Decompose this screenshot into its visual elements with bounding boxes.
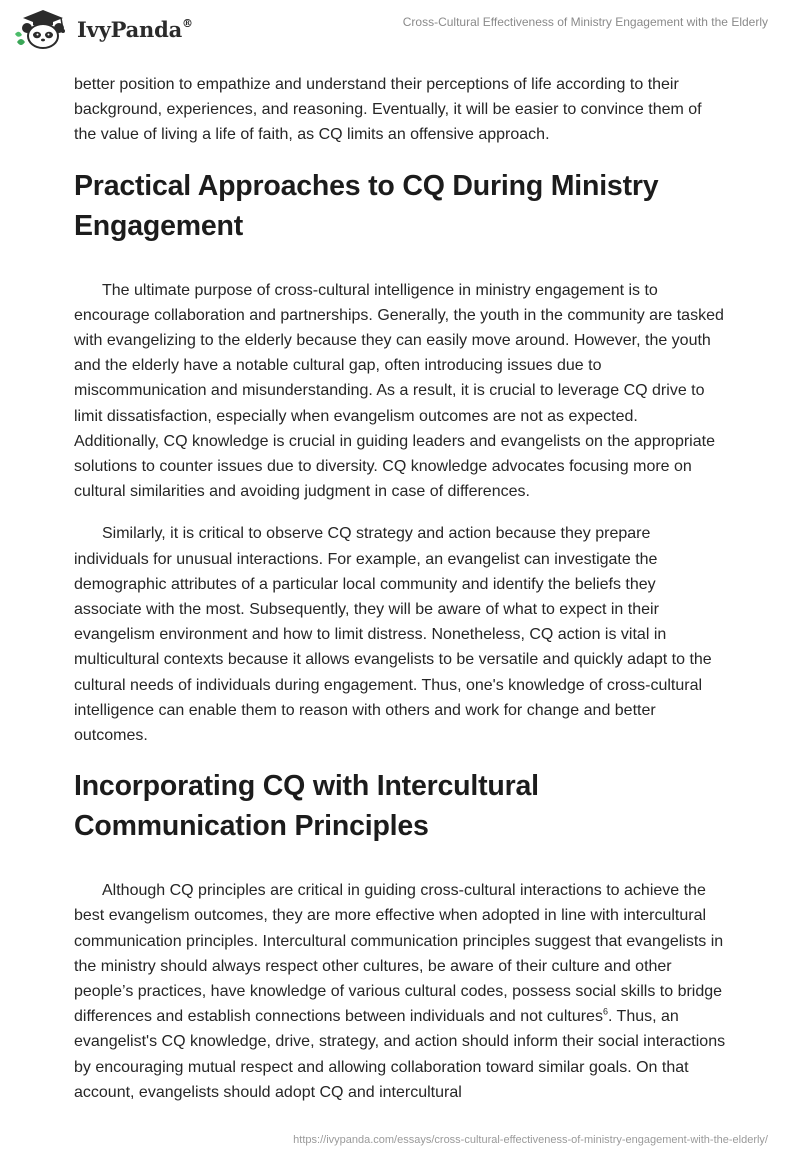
brand-name: IvyPanda® bbox=[77, 16, 193, 42]
essay-body bbox=[74, 72, 726, 1122]
brand-logo[interactable] bbox=[13, 8, 193, 50]
source-url[interactable]: https://ivypanda.com/essays/cross-cultural-effectiveness-of-ministry-engagement-with-the-elderly/ bbox=[293, 1134, 768, 1146]
section-heading-incorporating-cq: Incorporating CQ with Intercultural Communication Principles bbox=[74, 770, 539, 843]
paragraph-text: . Thus, an evangelist's CQ knowledge, drive, strategy, and action should inform their social interactions by encouraging mutual respect and allowing collaboration toward similar goals. On that account, evangelists should adopt CQ and intercultural bbox=[74, 1008, 726, 1101]
paragraph: Similarly, it is critical to observe CQ strategy and action because they prepare individuals for unusual interactions. For example, an evangelist can investigate the demographic attributes of a particular local community and identify the beliefs they associate with the most. Subsequently, they will be aware of what to expect in their evangelism environment and how to limit distress. Nonetheless, CQ action is vital in multicultural contexts because it allows evangelists to be versatile and quickly adapt to the cultural needs of individuals during engagement. Thus, one's knowledge of cross-cultural intelligence can enable them to reason with others and work for change and better outcomes. bbox=[74, 525, 712, 745]
paragraph bbox=[74, 878, 726, 1105]
paragraph: The ultimate purpose of cross-cultural intelligence in ministry engagement is to encourage collaboration and partnerships. Generally, the youth in the community are tasked with evangelizing to the elderly because they can easily move around. However, the youth and the elderly have a notable cultural gap, often introducing issues due to miscommunication and misunderstanding. As a result, it is crucial to leverage CQ drive to limit dissatisfaction, especially when evangelism outcomes are not as expected. Additionally, CQ knowledge is crucial in guiding leaders and evangelists on the appropriate solutions to counter issues due to diversity. CQ knowledge advocates focusing more on cultural similarities and avoiding judgment in case of differences. bbox=[74, 281, 724, 501]
intro-paragraph: better position to empathize and understand their perceptions of life according to their background, experiences, and reasoning. Eventually, it will be easier to convince them of the value of living a life of faith, as CQ limits an offensive approach. bbox=[74, 76, 702, 144]
footnote-reference[interactable]: 6 bbox=[602, 1006, 608, 1017]
paragraph-text: Although CQ principles are critical in guiding cross-cultural interactions to achieve the best evangelism outcomes, they are more effective when adopted in line with intercultural communication principles. Intercultural communication principles suggest that evangelists in the ministry should always respect other cultures, be aware of their culture and other people’s practices, have knowledge of various cultural codes, possess social skills to bridge differences and establish connections between individuals and not cultures bbox=[74, 882, 724, 1026]
panda-mascot-icon bbox=[13, 8, 71, 50]
document-title: Cross-Cultural Effectiveness of Ministry Engagement with the Elderly bbox=[402, 15, 768, 29]
page-header bbox=[0, 0, 800, 60]
section-heading-practical-approaches: Practical Approaches to CQ During Ministry Engagement bbox=[74, 169, 659, 242]
